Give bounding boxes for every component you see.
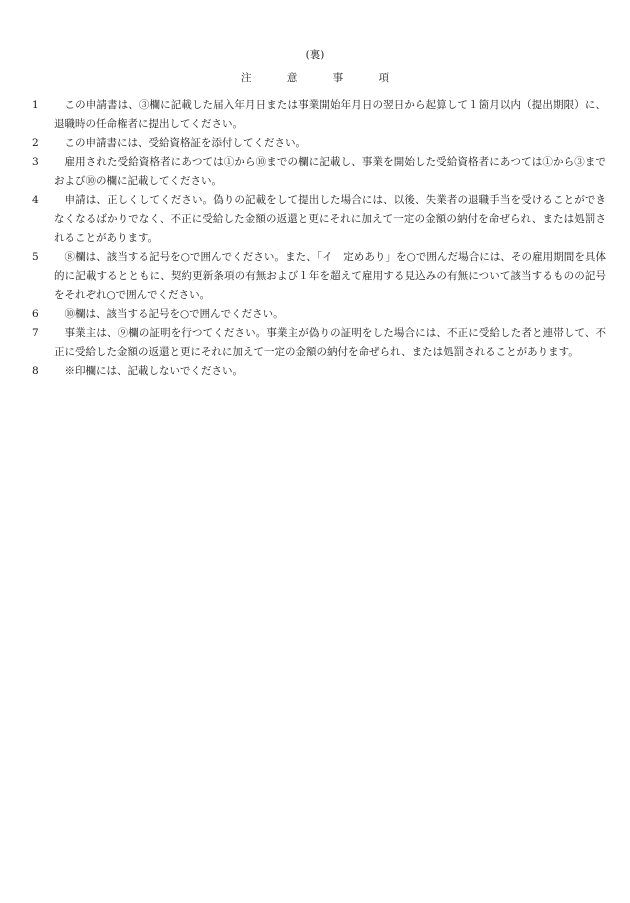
note-number: 7 bbox=[32, 327, 39, 339]
note-number: 3 bbox=[32, 156, 39, 168]
note-text: ⑧欄は、該当する記号を○で囲んでください。また、「イ 定めあり」を○で囲んだ場合には、その雇用期間を具体的に記載するとともに、契約更新条項の有無および１年を超えて雇用する見込みの有無について該当するものの記号をそれぞれ○で囲んでください。 bbox=[54, 251, 606, 301]
note-number: 2 bbox=[32, 137, 39, 149]
note-number: 1 bbox=[32, 99, 39, 111]
note-text: ※印欄には、記載しないでください。 bbox=[64, 365, 243, 377]
back-side-label: (裏) bbox=[305, 49, 325, 61]
note-text: 申請は、正しくしてください。偽りの記載をして提出した場合には、以後、失業者の退職手当を受けることができなくなるばかりでなく、不正に受給した金額の返還と更にそれに加えて一定の金額の納付を命ぜられ、または処罰されることがあります。 bbox=[54, 194, 606, 244]
note-item-4 bbox=[32, 191, 606, 248]
note-text: 事業主は、⑨欄の証明を行つてください。事業主が偽りの証明をした場合には、不正に受給した者と連帯して、不正に受給した金額の返還と更にそれに加えて一定の金額の納付を命ぜられ、または処罰されることがあります。 bbox=[54, 327, 606, 358]
note-number: 4 bbox=[32, 194, 39, 206]
notes-list bbox=[32, 96, 606, 381]
note-item-6 bbox=[32, 305, 606, 324]
note-text: 雇用された受給資格者にあつては①から⑩までの欄に記載し、事業を開始した受給資格者にあつては①から③までおよび⑩の欄に記載してください。 bbox=[54, 156, 606, 187]
note-item-3 bbox=[32, 153, 606, 191]
heading-char-3: 事 bbox=[332, 72, 344, 84]
note-item-7 bbox=[32, 324, 606, 362]
note-item-5 bbox=[32, 248, 606, 305]
note-item-1 bbox=[32, 96, 606, 134]
note-item-2 bbox=[32, 134, 606, 153]
heading-char-4: 項 bbox=[378, 72, 390, 84]
note-text: ⑩欄は、該当する記号を○で囲んでください。 bbox=[64, 308, 284, 320]
note-number: 8 bbox=[32, 365, 39, 377]
notes-heading bbox=[0, 71, 630, 85]
note-text: この申請書には、受給資格証を添付してください。 bbox=[64, 137, 306, 149]
heading-char-1: 注 bbox=[240, 72, 252, 84]
heading-char-2: 意 bbox=[286, 72, 298, 84]
note-text: この申請書は、③欄に記載した届入年月日または事業開始年月日の翌日から起算して１箇月以内（提出期限）に、退職時の任命権者に提出してください。 bbox=[54, 99, 606, 130]
note-item-8 bbox=[32, 362, 606, 381]
note-number: 5 bbox=[32, 251, 39, 263]
note-number: 6 bbox=[32, 308, 39, 320]
